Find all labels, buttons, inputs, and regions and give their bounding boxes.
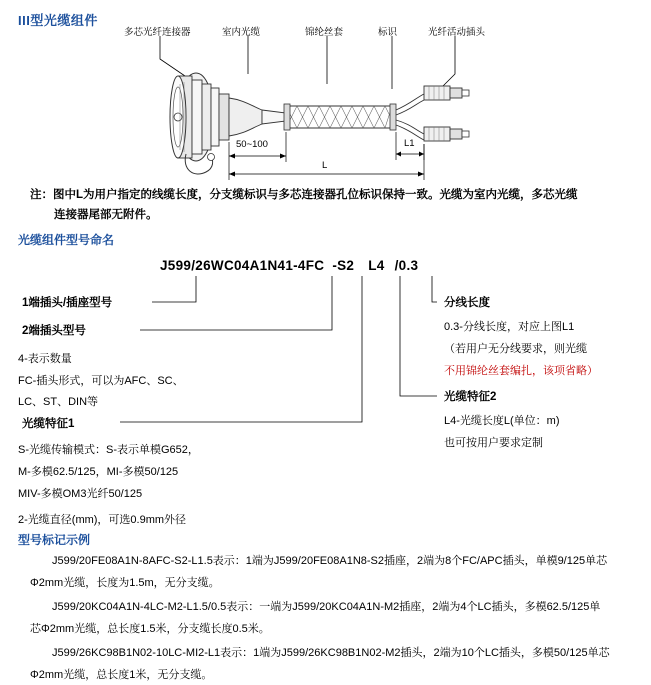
dimension-label-L: L	[322, 160, 328, 171]
note-line-2: 连接器尾部无附件。	[54, 209, 158, 221]
assembly-diagram	[0, 14, 651, 186]
label-connector: 多芯光纤连接器	[124, 27, 191, 38]
fiber-plug-graphic	[424, 86, 469, 100]
naming-section-heading: 光缆组件型号命名	[18, 233, 115, 247]
example-1-line-1: J599/20FE08A1N-8AFC-S2-L1.5表示：1端为J599/20FE08A1N8-S2插座，2端为8个FC/APC插头，单模9/125单芯	[52, 555, 608, 567]
label-braid: 锦纶丝套	[305, 27, 344, 38]
legend-cable-feature2-l1: L4-光缆长度L(单位：m)	[444, 415, 560, 427]
branch-legs-graphic	[396, 94, 424, 140]
legend-cable-diameter: 2-光缆直径(mm)，可选0.9mm外径	[18, 514, 187, 526]
note-line-1: 注：图中L为用户指定的线缆长度，分支缆标识与多芯连接器孔位标识保持一致。光缆为室内光缆，多芯光缆	[30, 189, 578, 201]
legend-transmission-mode: S-光缆传输模式：S-表示单模G652，	[18, 444, 199, 456]
dimension-label-L1: L1	[404, 138, 415, 149]
legend-branch-length-l3: 不用锦纶丝套编扎，该项省略）	[444, 365, 598, 377]
braid-sleeve-graphic	[284, 104, 396, 130]
legend-end1-model: 1端插头/插座型号	[22, 297, 113, 309]
legend-cable-feature2-title: 光缆特征2	[444, 391, 497, 403]
multi-fiber-connector-graphic	[170, 73, 229, 174]
examples-heading: 型号标记示例	[18, 533, 91, 547]
label-mark: 标识	[378, 27, 398, 38]
legend-quantity: 4-表示数量	[18, 353, 72, 365]
legend-om3: MIV-多模OM3光纤50/125	[18, 488, 143, 500]
example-1-line-2: Φ2mm光缆，长度为1.5m，无分支缆。	[30, 577, 220, 589]
legend-branch-length-l2: （若用户无分线要求，则光缆	[444, 343, 587, 355]
legend-cable-feature1: 光缆特征1	[22, 418, 75, 430]
label-movable-plug: 光纤活动插头	[428, 27, 486, 38]
example-3-line-2: Φ2mm光缆，总长度1米，无分支缆。	[30, 669, 213, 681]
example-2-line-1: J599/20KC04A1N-4LC-M2-L1.5/0.5表示：一端为J599/20KC04A1N-M2插座，2端为4个LC插头，多模62.5/125单	[52, 601, 601, 613]
legend-multimode: M-多模62.5/125，MI-多模50/125	[18, 466, 179, 478]
example-3-line-1: J599/26KC98B1N02-10LC-MI2-L1表示：1端为J599/26KC98B1N02-M2插头，2端为10个LC插头，多模50/125单芯	[52, 647, 610, 659]
model-code	[160, 258, 418, 273]
legend-plug-form: FC-插头形式，可以为AFC、SC、	[18, 375, 184, 387]
legend-end2-model: 2端插头型号	[22, 325, 86, 337]
model-code-part4: /0.3	[394, 258, 419, 273]
example-2-line-2: 芯Φ2mm光缆，总长度1.5米，分支缆长度0.5米。	[30, 623, 270, 635]
page-title: III型光缆组件	[18, 13, 98, 28]
cable-boot-graphic	[229, 98, 286, 136]
model-code-part2: -S2	[332, 258, 355, 273]
legend-branch-length-title: 分线长度	[444, 297, 490, 309]
model-code-part3: L4	[368, 258, 385, 273]
legend-plug-form-cont: LC、ST、DIN等	[18, 396, 99, 408]
legend-cable-feature2-l2: 也可按用户要求定制	[444, 437, 543, 449]
model-code-part1: J599/26WC04A1N41-4FC	[160, 258, 325, 273]
dimension-label-50-100: 50~100	[236, 139, 268, 150]
fiber-plug-graphic	[424, 127, 469, 141]
label-indoor-cable: 室内光缆	[222, 27, 261, 38]
note-block	[30, 185, 630, 225]
legend-branch-length-l1: 0.3-分线长度，对应上图L1	[444, 321, 575, 333]
